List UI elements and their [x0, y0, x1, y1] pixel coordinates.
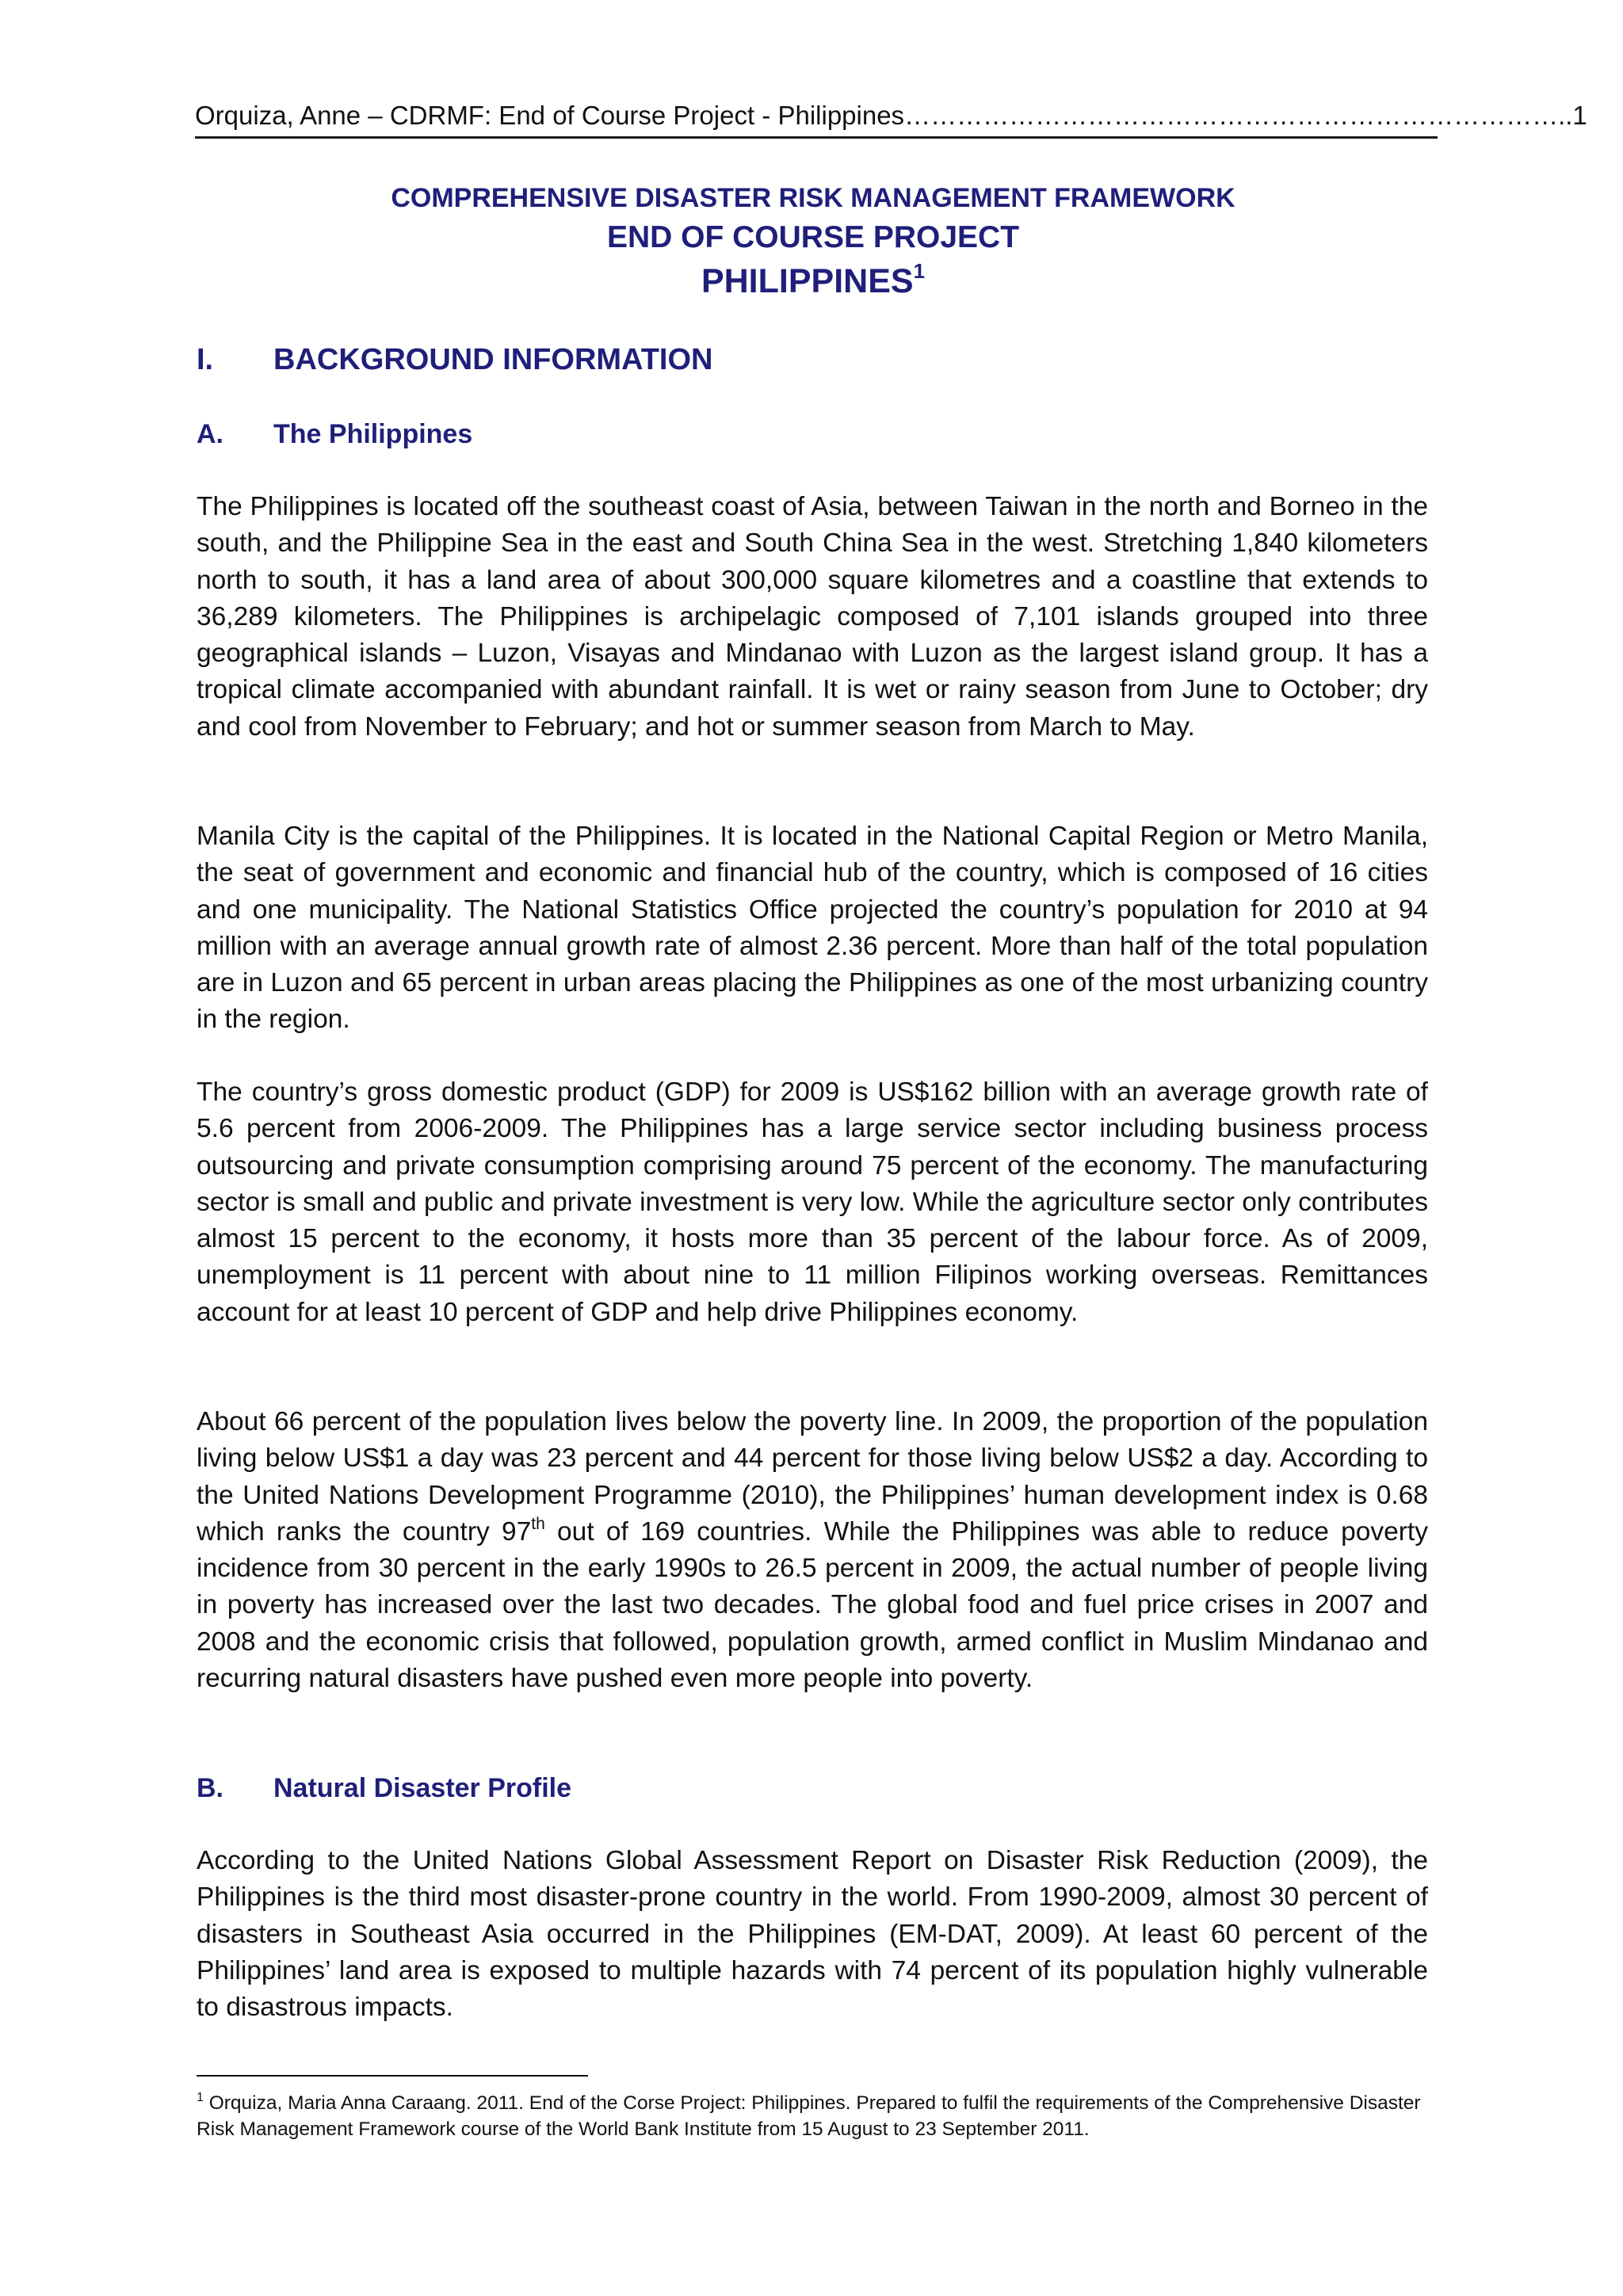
paragraph-economy: The country’s gross domestic product (GDP) for 2009 is US$162 billion with an average growth rate of 5.6 percent from 2006-2009. The Philippines has a large service sector including business process outsourcing and private consumption comprising around 75 percent of the economy. The manufacturing sector is small and public and private investment is very low. While the agriculture sector only contributes almost 15 percent to the economy, it hosts more than 35 percent of the labour force. As of 2009, unemployment is 11 percent with about nine to 11 million Filipinos working overseas. Remittances account for at least 10 percent of GDP and help drive Philippines economy. — [197, 1077, 1428, 1327]
subsection-heading-philippines — [197, 416, 472, 452]
running-header — [195, 97, 1587, 139]
paragraph-capital-population: Manila City is the capital of the Philippines. It is located in the National Capital Region or Metro Manila, the seat of government and economic and financial hub of the country, which is composed of 16 cities and one municipality. The National Statistics Office projected the country’s population for 2010 at 94 million with an average annual growth rate of almost 2.36 percent. More than half of the total population are in Luzon and 65 percent in urban areas placing the Philippines as one of the most urbanizing country in the region. — [197, 822, 1428, 1035]
document-title — [195, 179, 1431, 304]
footnote-marker: 1 — [197, 2091, 204, 2104]
subsection-title: The Philippines — [273, 419, 473, 449]
subsection-title: Natural Disaster Profile — [273, 1773, 572, 1803]
paragraph-disaster-profile: According to the United Nations Global Assessment Report on Disaster Risk Reduction (2009), the Philippines is the third most disaster-prone country in the world. From 1990-2009, almost 30 percent of disasters in Southeast Asia occurred in the Philippines (EM-DAT, 2009). At least 60 percent of the Philippines’ land area is exposed to multiple hazards with 74 percent of its population highly vulnerable to disastrous impacts. — [197, 1846, 1428, 2023]
title-country: PHILIPPINES — [701, 262, 914, 300]
subsection-number: B. — [197, 1773, 223, 1803]
section-number: I. — [197, 343, 214, 376]
title-footnote-ref: 1 — [913, 259, 926, 283]
subsection-heading-natural-disaster — [197, 1770, 571, 1806]
footnote-separator — [197, 2075, 588, 2077]
header-leader-dots: ………………………………………………………………….. — [904, 101, 1573, 130]
header-page-number: 1 — [1572, 101, 1587, 130]
header-text: Orquiza, Anne – CDRMF: End of Course Project - Philippines — [195, 101, 905, 130]
paragraph-poverty — [197, 1404, 1428, 1697]
ordinal-suffix: th — [531, 1514, 545, 1533]
paragraph-geography: The Philippines is located off the southeast coast of Asia, between Taiwan in the north and Borneo in the south, and the Philippine Sea in the east and South China Sea in the west. Stretching 1,840 kilometers north to south, it has a land area of about 300,000 square kilometres and a coastline that extends to 36,289 kilometers. The Philippines is archipelagic composed of 7,101 islands grouped into three geographical islands – Luzon, Visayas and Mindanao with Luzon as the largest island group. It has a tropical climate accompanied with abundant rainfall. It is wet or rainy season from June to October; dry and cool from November to February; and hot or summer season from March to May. — [197, 492, 1428, 742]
poverty-text-start: About 66 percent of the population lives below the poverty line. In 2009, the proportion of the population living below US$1 a day was 23 percent and 44 percent for those living below US$2 a day. According to the United Nations Development Programme (2010), the Philippines’ human development index is 0.68 which ranks the country 97 — [197, 1407, 1428, 1547]
poverty-text-end: out of 169 countries. While the Philippines was able to reduce poverty incidence from 30 percent in the early 1990s to 26.5 percent in 2009, the actual number of people living in poverty has increased over the last two decades. The global food and fuel price crises in 2007 and 2008 and the economic crisis that followed, population growth, armed conflict in Muslim Mindanao and recurring natural disasters have pushed even more people into poverty. — [197, 1516, 1428, 1694]
title-line-2: END OF COURSE PROJECT — [606, 220, 1020, 254]
title-line-1: COMPREHENSIVE DISASTER RISK MANAGEMENT FRAMEWORK — [391, 183, 1235, 213]
subsection-number: A. — [197, 419, 223, 449]
section-heading-background — [197, 340, 712, 379]
section-title: BACKGROUND INFORMATION — [273, 343, 713, 376]
footnote-text: Orquiza, Maria Anna Caraang. 2011. End of the Corse Project: Philippines. Prepared to fulfil the requirements of the Comprehensive Disaster Risk Management Framework course of the World Bank Institute from 15 August to 23 September 2011. — [197, 2092, 1421, 2140]
footnote — [197, 2090, 1433, 2142]
title-line-3 — [195, 258, 1431, 304]
